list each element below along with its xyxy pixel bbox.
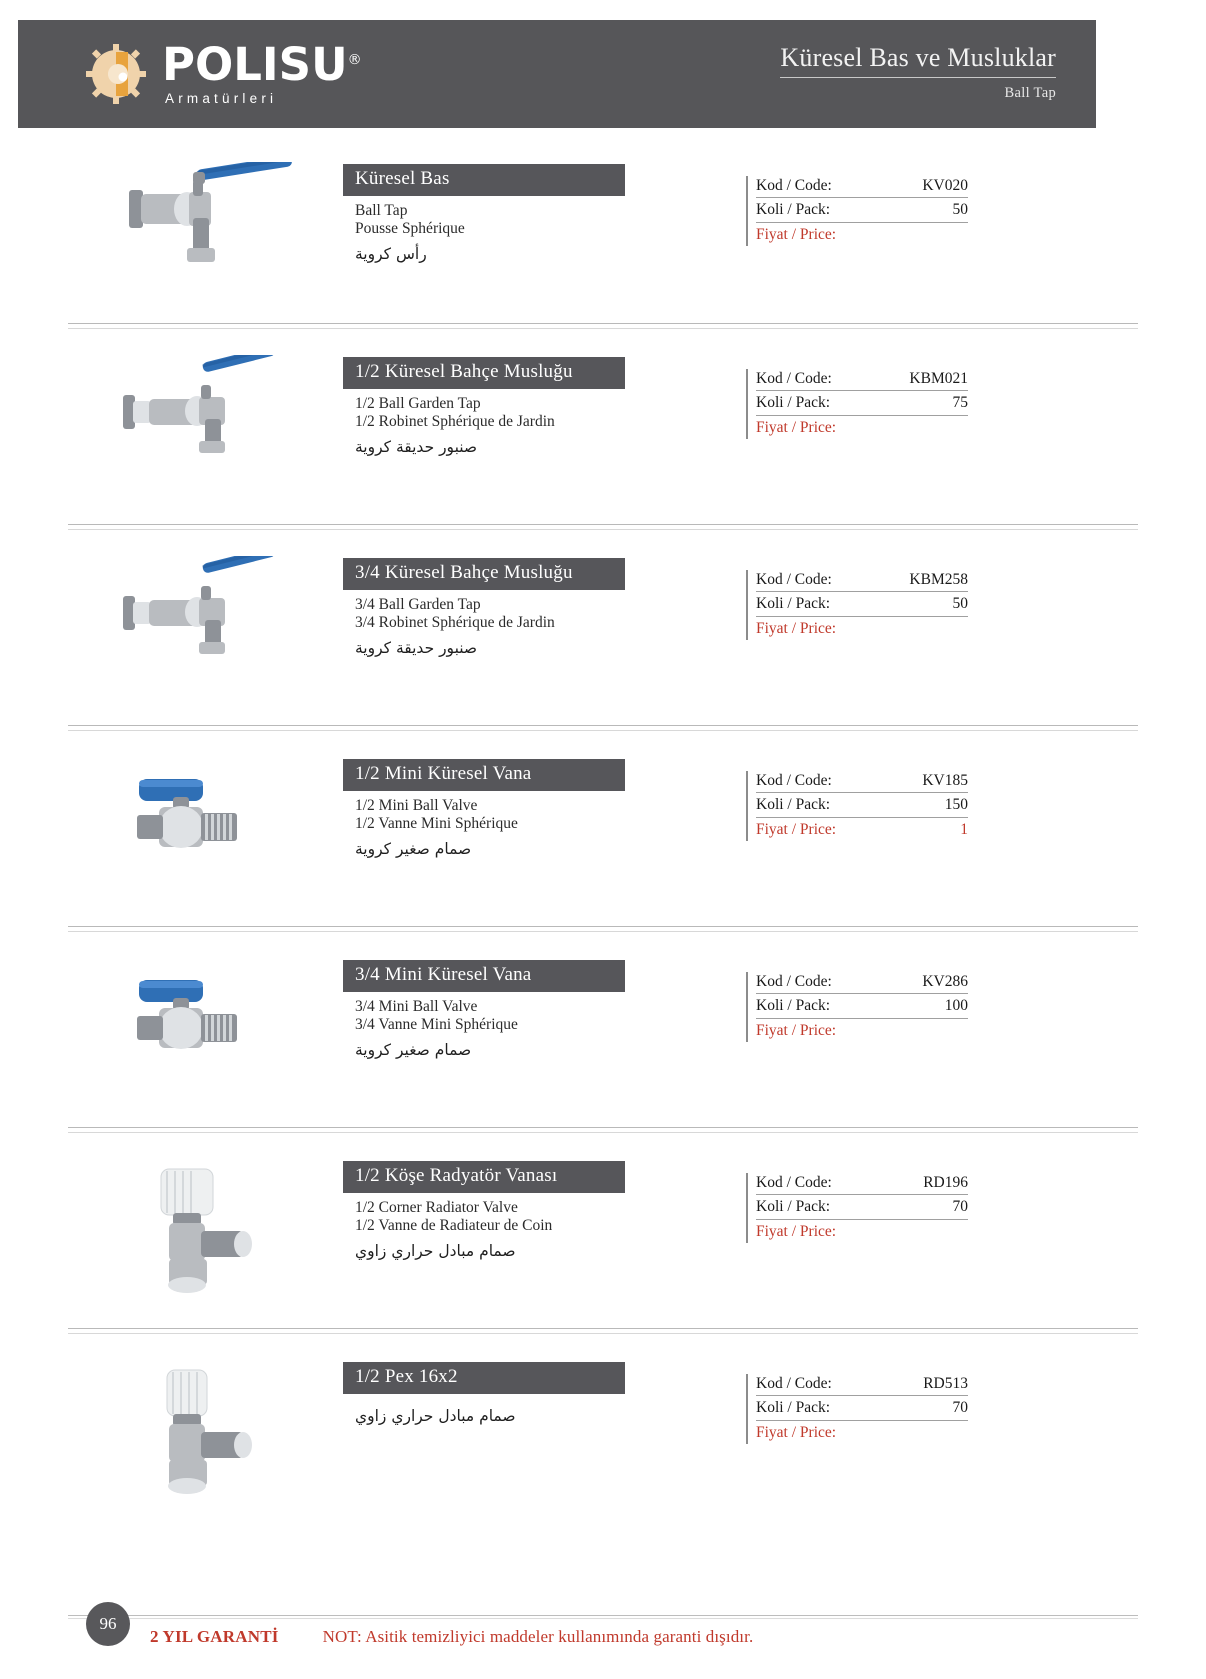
product-subtitles [343, 196, 648, 239]
product-subtitle: 1/2 Corner Radiator Valve [355, 1198, 518, 1216]
price-label: Fiyat / Price: [756, 619, 837, 637]
pack-label: Koli / Pack: [756, 997, 831, 1015]
price-label: Fiyat / Price: [756, 418, 837, 436]
product-name-arabic: صمام مبادل حراري زاوي [355, 1242, 516, 1261]
code-value: KV185 [922, 772, 968, 789]
pack-label: Koli / Pack: [756, 595, 831, 613]
brand-logo [86, 38, 362, 106]
product-row [0, 1133, 1206, 1328]
code-label: Kod / Code: [756, 571, 832, 588]
product-name-arabic: صنبور حديقة كروية [355, 438, 478, 457]
warranty-note: NOT: Asitik temizliyici maddeler kullanımında garanti dışıdır. [322, 1627, 754, 1646]
spec-row-code [756, 570, 968, 592]
product-info [343, 1360, 648, 1425]
spec-table [746, 1374, 968, 1444]
code-label: Kod / Code: [756, 177, 832, 194]
spec-row-price [756, 418, 968, 439]
price-label: Fiyat / Price: [756, 225, 837, 243]
pack-label: Koli / Pack: [756, 394, 831, 412]
product-row [0, 128, 1206, 323]
pack-label: Koli / Pack: [756, 1399, 831, 1417]
product-specs [746, 958, 1006, 1044]
brand-name: POLISU® [162, 38, 362, 91]
code-value: KV020 [922, 177, 968, 194]
pex-radiator-valve-image [121, 1360, 291, 1500]
product-subtitle: 3/4 Vanne Mini Sphérique [355, 1016, 518, 1034]
pack-value: 50 [952, 201, 968, 219]
code-value: RD513 [923, 1375, 968, 1392]
mini-ball-valve-threequarter-image [121, 958, 291, 1078]
product-image-cell [68, 1360, 343, 1500]
code-value: KBM021 [909, 370, 968, 387]
spec-row-price [756, 820, 968, 841]
spec-row-code [756, 369, 968, 391]
product-subtitles [343, 389, 648, 432]
product-info [343, 162, 648, 264]
price-value: 1 [960, 820, 968, 838]
product-specs [746, 355, 1006, 441]
spec-row-code [756, 176, 968, 198]
code-label: Kod / Code: [756, 772, 832, 789]
spec-row-price [756, 1021, 968, 1042]
spec-row-pack [756, 594, 968, 616]
product-subtitle: 3/4 Robinet Sphérique de Jardin [355, 614, 555, 632]
product-name: 1/2 Mini Küresel Vana [343, 759, 625, 791]
product-name-arabic: صمام صغير كروية [355, 840, 472, 859]
product-name: 1/2 Pex 16x2 [343, 1362, 625, 1394]
spec-row-pack [756, 393, 968, 415]
code-label: Kod / Code: [756, 370, 832, 387]
product-info [343, 355, 648, 457]
header-title-block [780, 43, 1056, 106]
spec-row-pack [756, 200, 968, 222]
gear-icon [86, 44, 146, 104]
price-label: Fiyat / Price: [756, 1021, 837, 1039]
product-image-cell [68, 958, 343, 1078]
product-row [0, 329, 1206, 524]
spec-table [746, 369, 968, 439]
product-image-cell [68, 162, 343, 272]
price-label: Fiyat / Price: [756, 820, 837, 838]
spec-row-code [756, 1374, 968, 1396]
pack-value: 100 [944, 997, 968, 1015]
code-label: Kod / Code: [756, 1174, 832, 1191]
spec-row-code [756, 972, 968, 994]
spec-table [746, 771, 968, 841]
page-footer [0, 1601, 1206, 1679]
code-value: KV286 [922, 973, 968, 990]
spec-row-pack [756, 996, 968, 1018]
product-image-cell [68, 355, 343, 465]
product-info [343, 958, 648, 1060]
pack-label: Koli / Pack: [756, 796, 831, 814]
product-subtitle: 1/2 Ball Garden Tap [355, 394, 481, 412]
garden-tap-half-image [111, 355, 301, 465]
product-subtitles [343, 791, 648, 834]
spec-row-price [756, 1423, 968, 1444]
spec-row-code [756, 771, 968, 793]
code-label: Kod / Code: [756, 973, 832, 990]
product-subtitles [343, 1193, 648, 1236]
product-subtitles [343, 590, 648, 633]
product-info [343, 1159, 648, 1261]
spec-row-code [756, 1173, 968, 1195]
product-specs [746, 1159, 1006, 1245]
spec-row-pack [756, 795, 968, 817]
page-subtitle: Ball Tap [1004, 84, 1056, 101]
mini-ball-valve-half-image [121, 757, 291, 877]
product-subtitle: 3/4 Ball Garden Tap [355, 595, 481, 613]
pack-value: 50 [952, 595, 968, 613]
garden-tap-threequarter-image [111, 556, 301, 666]
page-header [18, 20, 1096, 128]
product-name-arabic: صمام مبادل حراري زاوي [355, 1406, 516, 1425]
price-label: Fiyat / Price: [756, 1423, 837, 1441]
product-row [0, 530, 1206, 725]
spec-row-pack [756, 1197, 968, 1219]
pack-value: 150 [944, 796, 968, 814]
product-specs [746, 556, 1006, 642]
pack-label: Koli / Pack: [756, 201, 831, 219]
product-specs [746, 1360, 1006, 1446]
product-name-arabic: صنبور حديقة كروية [355, 639, 478, 658]
registered-mark: ® [347, 52, 362, 68]
product-subtitle: 1/2 Vanne de Radiateur de Coin [355, 1217, 553, 1235]
code-label: Kod / Code: [756, 1375, 832, 1392]
pack-value: 75 [952, 394, 968, 412]
product-subtitle: 1/2 Mini Ball Valve [355, 796, 478, 814]
spec-row-price [756, 619, 968, 640]
product-subtitles [343, 992, 648, 1035]
pack-value: 70 [952, 1198, 968, 1216]
product-row [0, 1334, 1206, 1529]
code-value: KBM258 [909, 571, 968, 588]
product-subtitle: 1/2 Vanne Mini Sphérique [355, 815, 518, 833]
spec-row-price [756, 225, 968, 246]
product-name: 1/2 Küresel Bahçe Musluğu [343, 357, 625, 389]
ball-tap-blue-lever-image [111, 162, 301, 272]
page-number-badge: 96 [86, 1602, 130, 1646]
product-subtitle: 1/2 Robinet Sphérique de Jardin [355, 413, 555, 431]
product-name: 3/4 Mini Küresel Vana [343, 960, 625, 992]
spec-table [746, 1173, 968, 1243]
warranty-label: 2 YIL GARANTİ [150, 1627, 279, 1646]
corner-radiator-valve-image [121, 1159, 291, 1299]
price-label: Fiyat / Price: [756, 1222, 837, 1240]
spec-table [746, 176, 968, 246]
product-subtitle: 3/4 Mini Ball Valve [355, 997, 478, 1015]
product-name-arabic: صمام صغير كروية [355, 1041, 472, 1060]
spec-row-price [756, 1222, 968, 1243]
footer-texts [150, 1627, 753, 1647]
product-info [343, 556, 648, 658]
product-info [343, 757, 648, 859]
product-row [0, 932, 1206, 1127]
product-name-arabic: رأس كروية [355, 245, 427, 264]
product-image-cell [68, 757, 343, 877]
product-name: 1/2 Köşe Radyatör Vanası [343, 1161, 625, 1193]
product-name: 3/4 Küresel Bahçe Musluğu [343, 558, 625, 590]
product-row [0, 731, 1206, 926]
spec-table [746, 972, 968, 1042]
product-subtitles [343, 1394, 648, 1400]
code-value: RD196 [923, 1174, 968, 1191]
product-image-cell [68, 556, 343, 666]
pack-label: Koli / Pack: [756, 1198, 831, 1216]
pack-value: 70 [952, 1399, 968, 1417]
brand-subtitle: Armatürleri [165, 91, 278, 106]
product-specs [746, 162, 1006, 248]
product-subtitle: Ball Tap [355, 201, 408, 219]
spec-table [746, 570, 968, 640]
footer-divider [68, 1615, 1138, 1619]
product-image-cell [68, 1159, 343, 1299]
product-specs [746, 757, 1006, 843]
spec-row-pack [756, 1398, 968, 1420]
page-title: Küresel Bas ve Musluklar [780, 43, 1056, 78]
product-name: Küresel Bas [343, 164, 625, 196]
product-subtitle: Pousse Sphérique [355, 220, 465, 238]
product-list [0, 128, 1206, 1529]
